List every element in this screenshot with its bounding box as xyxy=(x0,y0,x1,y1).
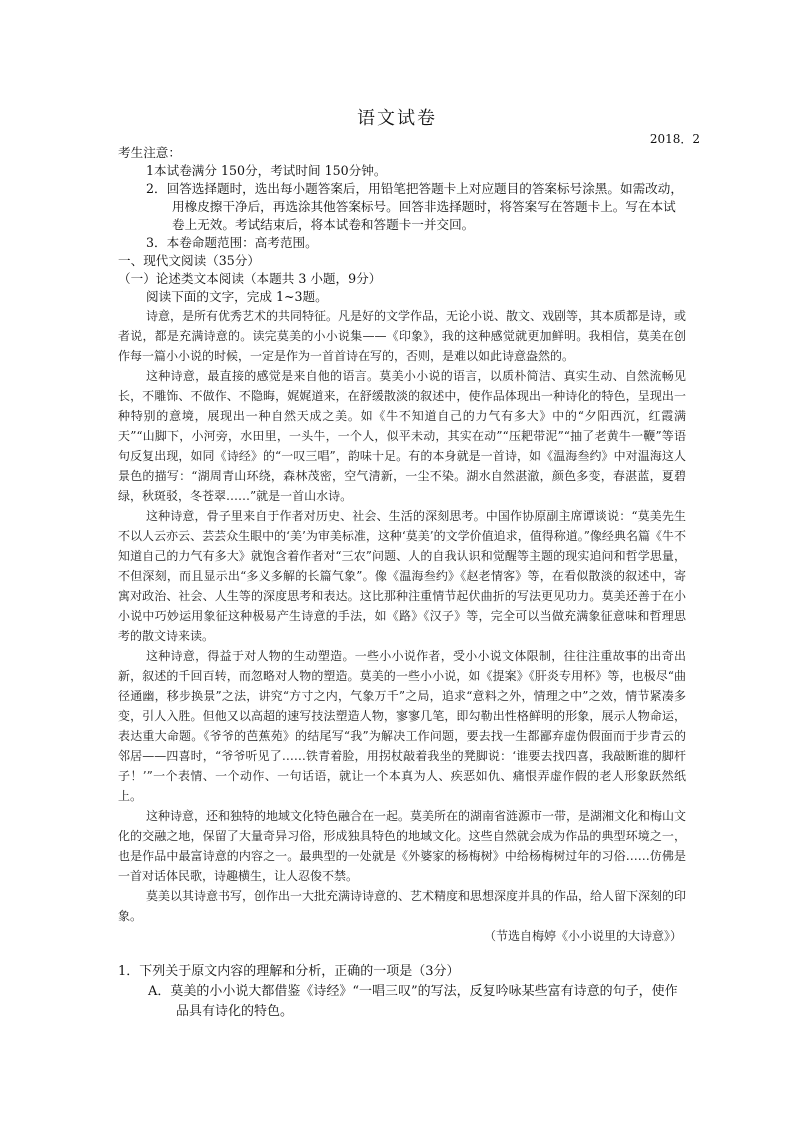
passage-paragraph-6: 莫美以其诗意书写，创作出一大批充满诗诗意的、艺术精度和思想深度并具的作品，给人留下深刻的印象。 xyxy=(118,889,687,923)
exam-date: 2018．2 xyxy=(649,132,700,146)
section-instruction: 阅读下面的文字，完成 1~3题。 xyxy=(146,289,328,304)
page-title: 语文试卷 xyxy=(357,108,437,129)
question-1 xyxy=(118,962,686,1022)
question-1-option-a: A．莫美的小小说大都借鉴《诗经》“一唱三叹”的写法，反复吟咏某些富有诗意的句子，使作品具有诗化的特色。 xyxy=(148,984,678,1019)
section-subheading: （一）论述类文本阅读（本题共 3 小题，9分） xyxy=(118,271,382,286)
passage-source: （节选自梅婷《小小说里的大诗意》） xyxy=(483,929,682,943)
notice-item-1: 1本试卷满分 150分，考试时间 150分钟。 xyxy=(146,163,387,178)
passage-paragraph-2: 这种诗意，最直接的感觉是来自他的语言。莫美小小说的语言，以质朴简洁、真实生动、自然流畅见长，不雕饰、不做作、不隐晦，娓娓道来，在舒缓散淡的叙述中，使作品体现出一种诗化的特色，呈现出一种特别的意境，展现出一种自然天成之美。如《牛不知道自己的力气有多大》中的“夕阳西沉，红霞满天”“山脚下，小河旁，水田里，一头牛，一个人，似平未动，其实在动”“压耙带泥”“抽了老黄牛一鞭”等语句反复出现，如同《诗经》的“一叹三唱”，韵味十足。有的本身就是一首诗，如《温海叁约》中对温海这人景色的描写：“湖周青山环绕，森林茂密，空气清新，一尘不染。湖水自然湛澈，颜色多变，春湛蓝，夏碧绿，秋斑驳，冬苍翠……”就是一首山水诗。 xyxy=(118,369,686,503)
notice-label: 考生注意： xyxy=(118,145,181,160)
question-1-stem: 1．下列关于原文内容的理解和分析，正确的一项是（3分） xyxy=(118,964,460,979)
passage-paragraph-5: 这种诗意，还和独特的地域文化特色融合在一起。莫美所在的湖南省涟源市一带，是湖湘文化和梅山文化的交融之地，保留了大量奇异习俗，形成独具特色的地域文化。这些自然就会成为作品的典型环境之一，也是作品中最富诗意的内容之一。最典型的一处就是《外婆家的杨梅树》中给杨梅树过年的习俗……仿佛是一首对话体民歌，诗趣横生，让人忍俊不禁。 xyxy=(118,809,687,883)
passage-paragraph-3: 这种诗意，骨子里来自于作者对历史、社会、生活的深刻思考。中国作协原副主席谭谈说：“莫美先生不以人云亦云、芸芸众生眼中的‘美’为审美标准，这种‘莫美’的文学价值追求，值得称道。”像经典名篇《牛不知道自己的力气有多大》就饱含着作者对“三农”问题、人的自我认识和觉醒等主题的现实追问和哲学思量，不但深刻，而且显示出“多义多解的长篇气象”。像《温海叁约》《赵老情客》等，在看似散淡的叙述中，寄寓对政治、社会、人生等的深度思考和表达。这比那种注重情节起伏曲折的写法更见功力。莫美还善于在小小说中巧妙运用象征这种极易产生诗意的手法，如《路》《汉子》等，完全可以当做充满象征意味和哲理思考的散文诗来读。 xyxy=(118,509,686,643)
reading-passage xyxy=(118,306,686,946)
section-heading: 一、现代文阅读（35分） xyxy=(118,253,260,268)
passage-paragraph-1: 诗意，是所有优秀艺术的共同特征。凡是好的文学作品，无论小说、散文、戏剧等，其本质都是诗，或者说，都是充满诗意的。读完莫美的小小说集——《印象》，我的这种感觉就更加鲜明。我相信，莫美在创作每一篇小小说的时候，一定是作为一首首诗在写的，否则，是难以如此诗意盎然的。 xyxy=(118,309,687,363)
notice-item-2: 2．回答选择题时，选出每小题答案后，用铅笔把答题卡上对应题目的答案标号涂黑。如需改动，用橡皮擦干净后，再选涂其他答案标号。回答非选择题时，将答案写在答题卡上。写在本试卷上无效。考试结束后，将本试卷和答题卡一并交回。 xyxy=(146,181,683,232)
notice-item-3: 3．本卷命题范围：高考范围。 xyxy=(146,235,318,250)
passage-paragraph-4: 这种诗意，得益于对人物的生动塑造。一些小小说作者，受小小说文体限制，往往注重故事的出奇出新，叙述的千回百转，而忽略对人物的塑造。莫美的一些小小说，如《提案》《肝炎专用杯》等，也极尽“曲径通幽，移步换景”之法，讲究“方寸之内，气象万千”之局，追求“意料之外，情理之中”之效，情节紧凑多变，引人入胜。但他又以高超的速写技法塑造人物，寥寥几笔，即勾勒出性格鲜明的形象，展示人物命运，表达重大命题。《爷爷的芭蕉苑》的结尾写“我”为解决工作问题，要去找一生都鄙弃虚伪假面而于步青云的邻居——四喜时，“爷爷听见了……铁青着脸，用拐杖敲着我坐的凳脚说：‘谁要去找四喜，我敲断谁的脚杆子！’”一个表情、一个动作、一句话语，就让一个本真为人、疾恶如仇、痛恨弄虚作假的老人形象跃然纸上。 xyxy=(118,649,686,803)
notice-block xyxy=(118,144,686,306)
